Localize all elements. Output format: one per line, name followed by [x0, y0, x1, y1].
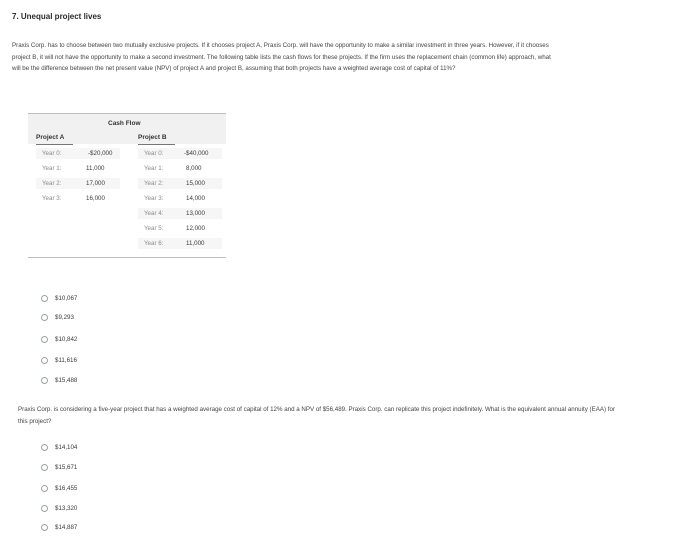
project-a-year-label: Year 0: [42, 150, 62, 157]
project-a-cash-flow: -$20,000 [88, 150, 113, 157]
project-b-cash-flow: 12,000 [186, 225, 205, 232]
option-label: $16,455 [55, 485, 78, 492]
cash-flow-table [28, 113, 226, 258]
option-label: $14,104 [55, 444, 78, 451]
project-b-underline [138, 144, 175, 145]
question-title: 7. Unequal project lives [12, 12, 102, 21]
q1-option-5[interactable] [41, 377, 77, 384]
radio-button-icon[interactable] [41, 377, 48, 384]
project-b-year-label: Year 4: [144, 210, 164, 217]
project-b-cash-flow: 14,000 [186, 195, 205, 202]
q1-option-2[interactable] [41, 314, 74, 321]
project-a-header: Project A [36, 134, 65, 141]
project-a-year-label: Year 3: [42, 195, 62, 202]
radio-button-icon[interactable] [41, 505, 48, 512]
cash-flow-header: Cash Flow [108, 120, 141, 127]
radio-button-icon[interactable] [41, 464, 48, 471]
project-b-cash-flow: 15,000 [186, 180, 205, 187]
project-b-cash-flow: 8,000 [186, 165, 202, 172]
project-b-year-label: Year 5: [144, 225, 164, 232]
project-b-year-label: Year 1: [144, 165, 164, 172]
project-b-cash-flow: -$40,000 [184, 150, 209, 157]
project-a-year-label: Year 2: [42, 180, 62, 187]
radio-button-icon[interactable] [41, 444, 48, 451]
q2-option-2[interactable] [41, 464, 77, 471]
q2-option-1[interactable] [41, 444, 77, 451]
q2-option-5[interactable] [41, 524, 77, 531]
radio-button-icon[interactable] [41, 336, 48, 343]
question-2-text: Praxis Corp. is considering a five-year project that has a weighted average cost of capital of 12% and a NPV of $56,489. Praxis Corp. can replicate this project indefinitely. What is the equivalent annual annuity (EAA) for this project? [18, 406, 615, 425]
project-b-year-label: Year 0: [144, 150, 164, 157]
project-b-cash-flow: 13,000 [186, 210, 205, 217]
option-label: $11,616 [55, 357, 77, 364]
project-b-header: Project B [138, 134, 167, 141]
table-top-rule [28, 113, 226, 114]
q2-option-4[interactable] [41, 505, 77, 512]
q1-option-1[interactable] [41, 295, 77, 302]
project-a-cash-flow: 16,000 [86, 195, 105, 202]
option-label: $13,320 [55, 505, 78, 512]
option-label: $10,067 [55, 295, 78, 302]
q2-option-3[interactable] [41, 485, 77, 492]
radio-button-icon[interactable] [41, 357, 48, 364]
project-a-year-label: Year 1: [42, 165, 62, 172]
option-label: $9,293 [55, 314, 74, 321]
option-label: $15,671 [55, 464, 78, 471]
project-b-cash-flow: 11,000 [186, 240, 205, 247]
project-b-year-label: Year 3: [144, 195, 164, 202]
radio-button-icon[interactable] [41, 485, 48, 492]
option-label: $10,842 [55, 336, 78, 343]
radio-button-icon[interactable] [41, 295, 48, 302]
project-a-underline [36, 144, 73, 145]
radio-button-icon[interactable] [41, 314, 48, 321]
option-label: $14,887 [55, 524, 78, 531]
project-b-year-label: Year 6: [144, 240, 164, 247]
radio-button-icon[interactable] [41, 524, 48, 531]
q1-option-3[interactable] [41, 336, 77, 343]
q1-option-4[interactable] [41, 357, 77, 364]
project-a-cash-flow: 11,000 [86, 165, 105, 172]
project-a-cash-flow: 17,000 [86, 180, 105, 187]
table-bottom-rule [28, 257, 226, 258]
question-text: Praxis Corp. has to choose between two mutually exclusive projects. If it chooses project A, Praxis Corp. will have the opportunity to make a similar investment in three years. However, if it chooses project B, it will not have the opportunity to make a second investment. The following table lists the cash flows for these projects. If the firm uses the replacement chain (common life) approach, what will be the difference between the net present value (NPV) of project A and project B, assuming that both projects have a weighted average cost of capital of 11%? [12, 42, 551, 72]
option-label: $15,488 [55, 377, 78, 384]
project-b-year-label: Year 2: [144, 180, 164, 187]
